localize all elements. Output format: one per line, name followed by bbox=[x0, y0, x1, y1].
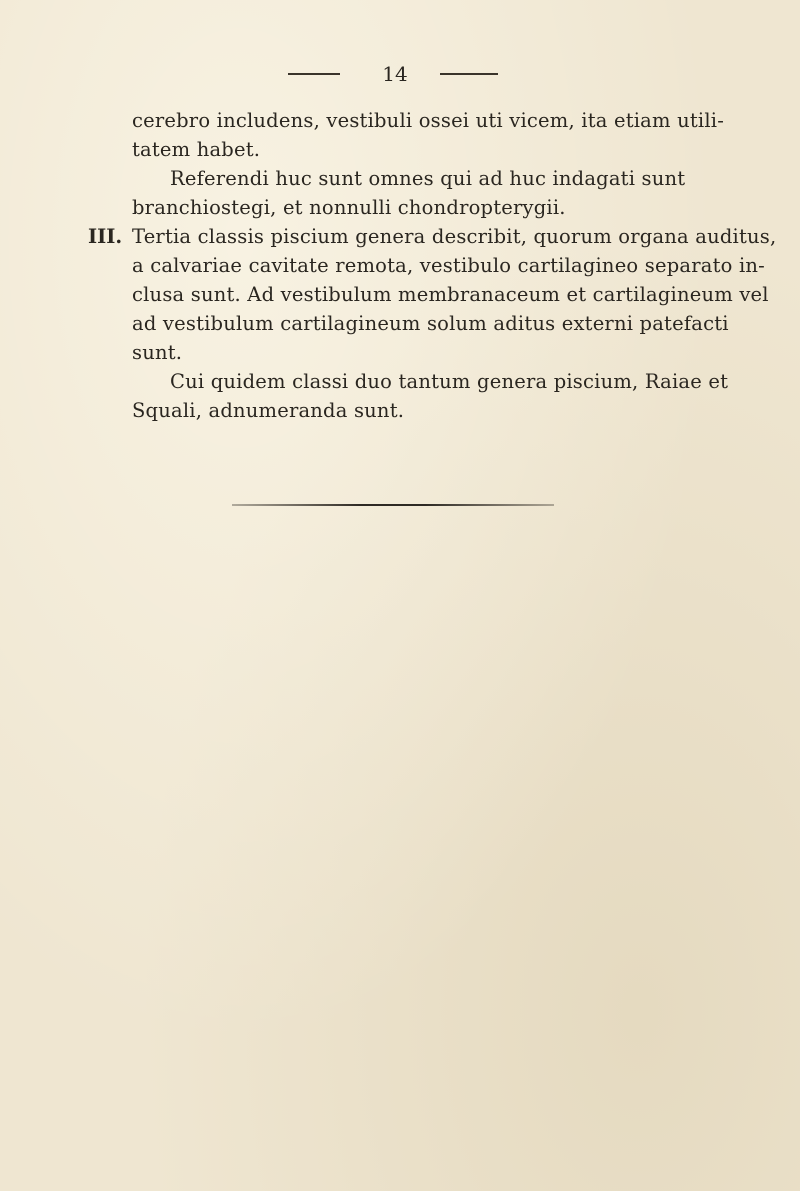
text-line: clusa sunt. Ad vestibulum membranaceum et cartilagineum vel bbox=[132, 283, 769, 306]
text-line: Cui quidem classi duo tantum genera piscium, Raiae et bbox=[170, 370, 729, 393]
text-line: tatem habet. bbox=[132, 138, 261, 161]
text-line: branchiostegi, et nonnulli chondropterygii. bbox=[132, 196, 566, 219]
text-line: Squali, adnumeranda sunt. bbox=[132, 399, 405, 422]
text-line: cerebro includens, vestibuli ossei uti vicem, ita etiam utili- bbox=[132, 109, 724, 132]
text-line: Referendi huc sunt omnes qui ad huc indagati sunt bbox=[170, 167, 686, 190]
page-number: 14 bbox=[382, 62, 408, 86]
end-rule bbox=[232, 504, 554, 506]
header-rule-left bbox=[288, 73, 340, 75]
text-line: ad vestibulum cartilagineum solum aditus externi patefacti bbox=[132, 312, 729, 335]
page-header bbox=[0, 62, 800, 92]
text-line: Tertia classis piscium genera describit, quorum organa auditus, bbox=[132, 225, 777, 248]
section-marker: III. bbox=[88, 225, 123, 248]
text-line: sunt. bbox=[132, 341, 183, 364]
header-rule-right bbox=[440, 73, 498, 75]
text-line: a calvariae cavitate remota, vestibulo cartilagineo separato in- bbox=[132, 254, 765, 277]
